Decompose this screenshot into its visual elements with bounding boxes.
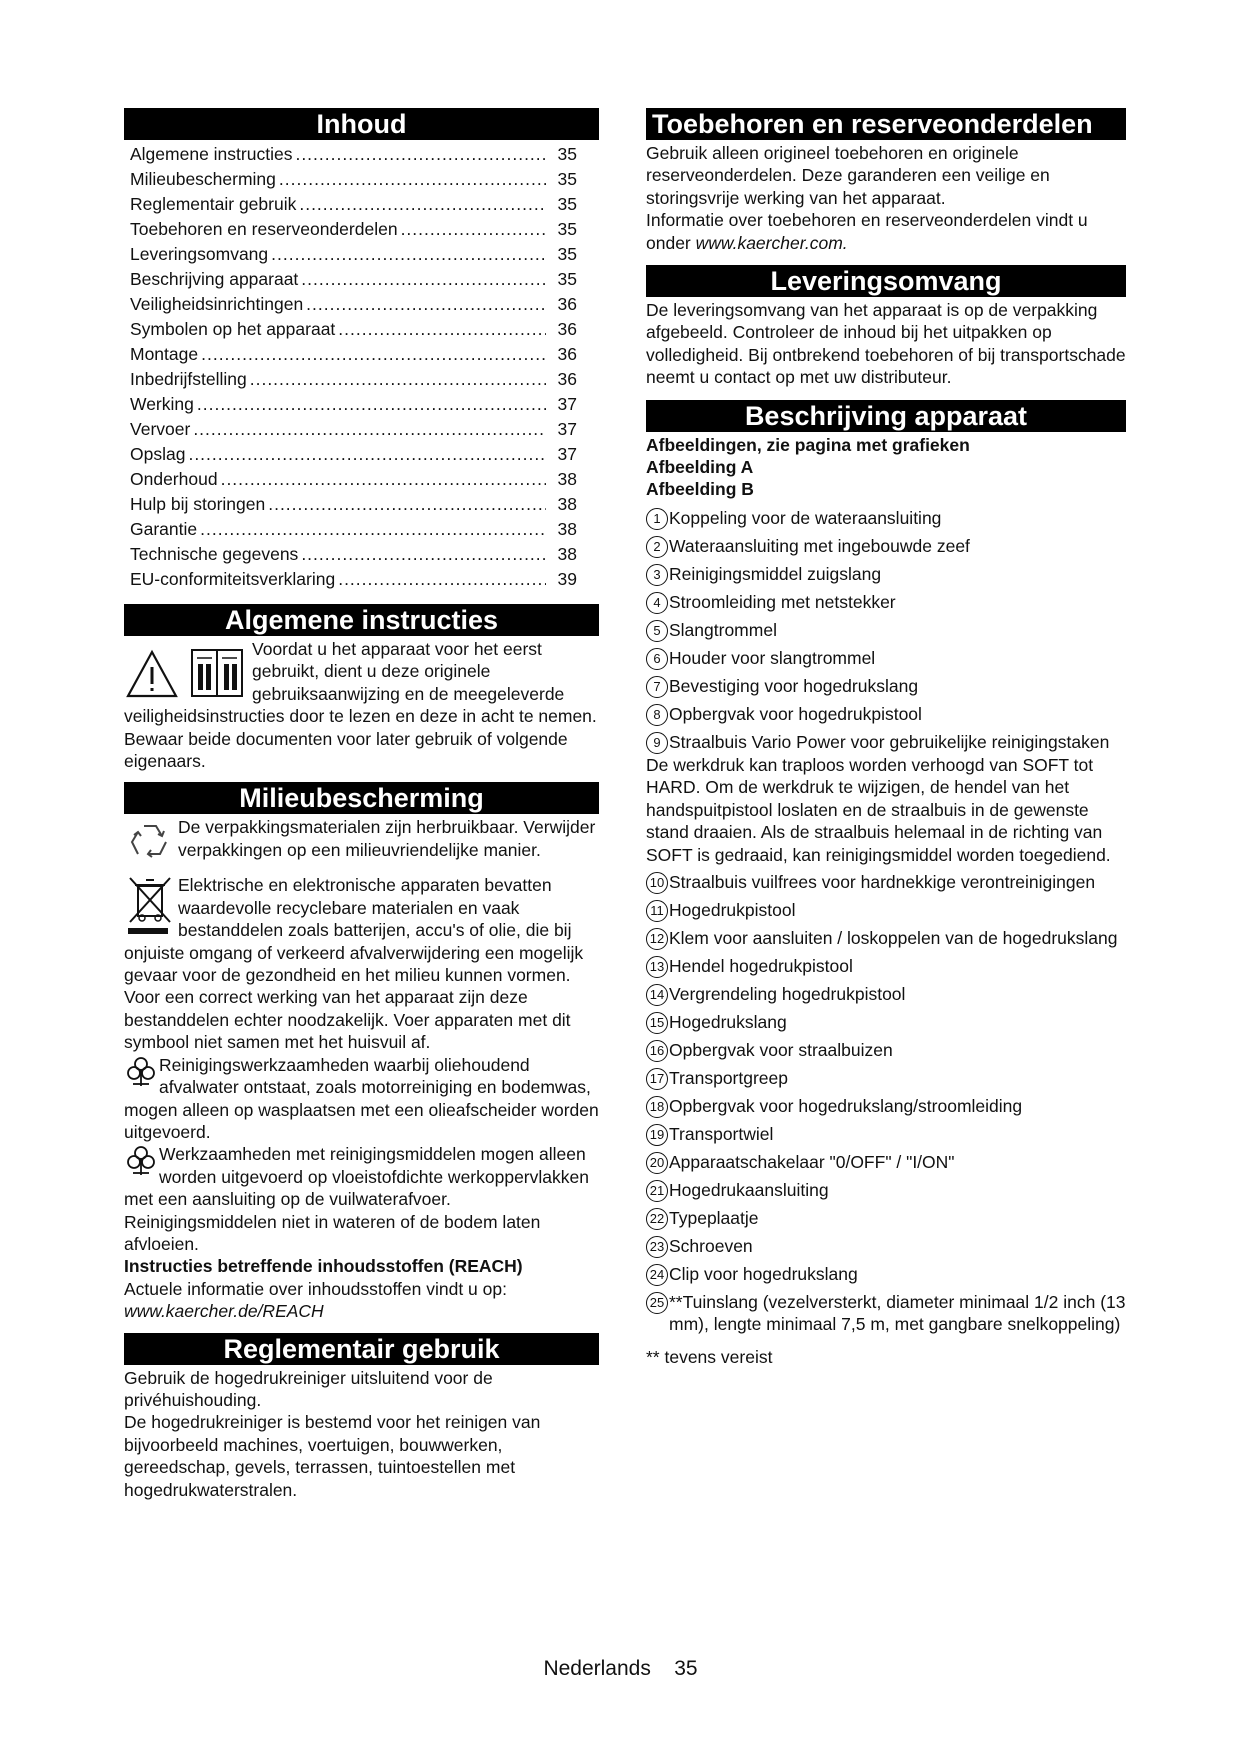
part-number-badge: 3 [646,564,668,586]
toc-entry-title: Beschrijving apparaat [130,269,299,289]
toc-dot-leader [338,567,546,592]
toc-dot-leader [306,292,546,317]
toc-entry-page: 36 [557,344,577,364]
environment-paragraph-1: De verpakkingsmaterialen zijn herbruikbaar. Verwijder verpakkingen op een milieuvriendelijke manier. [178,817,596,860]
toc-entry-page: 37 [557,394,577,414]
part-item [646,955,1126,978]
part-item [646,1207,1126,1230]
toc-entry-page: 36 [557,294,577,314]
part-item [646,1067,1126,1090]
part-item [646,731,1126,866]
part-label: Wateraansluiting met ingebouwde zeef [669,535,970,556]
toc-entry[interactable] [124,192,599,217]
toc-dot-leader [193,417,546,442]
part-item [646,983,1126,1006]
toc-entry-page: 38 [557,469,577,489]
part-item [646,899,1126,922]
crossed-bin-icon [124,874,176,932]
toc-dot-leader [200,517,546,542]
toc-entry-title: Algemene instructies [130,144,293,164]
part-item [646,1095,1126,1118]
part-number-badge: 25 [646,1292,668,1314]
part-label: Klem voor aansluiten / loskoppelen van de hogedrukslang [669,927,1118,948]
toc-entry-page: 37 [557,419,577,439]
toc-entry[interactable] [124,417,599,442]
toc-entry-title: Toebehoren en reserveonderdelen [130,219,398,239]
toc-dot-leader [338,317,546,342]
part-number-badge: 8 [646,704,668,726]
part-label: Schroeven [669,1235,753,1256]
figure-b-label: Afbeelding B [646,479,754,500]
figure-a-label: Afbeelding A [646,457,754,478]
part-item [646,619,1126,642]
part-label: Koppeling voor de wateraansluiting [669,507,942,528]
toc-list [124,142,599,592]
intended-use-paragraph-2: De hogedrukreiniger is bestemd voor het reinigen van bijvoorbeeld machines, voertuigen, bouwwerken, gereedschap, gevels, terrassen, tuintoestellen met hogedrukwaterstralen. [124,1412,541,1500]
part-label: Hogedrukslang [669,1011,787,1032]
part-number-badge: 1 [646,508,668,530]
detergent-icon [124,1143,159,1181]
toc-entry-title: Vervoer [130,419,191,439]
figures-reference: Afbeeldingen, zie pagina met grafieken [646,434,970,455]
toc-entry[interactable] [124,292,599,317]
part-number-badge: 15 [646,1012,668,1034]
toc-dot-leader [295,142,546,167]
page-footer [0,1658,1241,1680]
part-label: **Tuinslang (vezelversterkt, diameter minimaal 1/2 inch (13 mm), lengte minimaal 7,5 m, met gangbare snelkoppeling) [669,1291,1126,1335]
part-number-badge: 23 [646,1236,668,1258]
part-number-badge: 4 [646,592,668,614]
part-number-badge: 20 [646,1152,668,1174]
toc-entry-page: 36 [557,319,577,339]
toc-dot-leader [250,367,546,392]
part-label: Apparaatschakelaar "0/OFF" / "I/ON" [669,1151,955,1172]
part-item [646,591,1126,614]
part-number-badge: 17 [646,1068,668,1090]
environment-paragraph-3: Reinigingswerkzaamheden waarbij oliehoudend afvalwater ontstaat, zoals motorreiniging en bodemwas, mogen alleen op wasplaatsen met een olieafscheider worden uitgevoerd. [124,1054,599,1142]
part-number-badge: 19 [646,1124,668,1146]
toc-entry[interactable] [124,517,599,542]
part-label: Opbergvak voor hogedrukslang/stroomleiding [669,1095,1023,1116]
toc-entry-title: EU-conformiteitsverklaring [130,569,336,589]
toc-entry-page: 35 [557,269,577,289]
toc-dot-leader [221,467,546,492]
part-number-badge: 13 [646,956,668,978]
part-label: Stroomleiding met netstekker [669,591,896,612]
toc-entry-title: Technische gegevens [130,544,299,564]
part-item [646,703,1126,726]
reach-link[interactable]: www.kaercher.de/REACH [124,1301,324,1322]
part-item [646,563,1126,586]
part-item [646,1011,1126,1034]
general-paragraph-2: Bewaar beide documenten voor later gebruik of volgende eigenaars. [124,728,568,772]
general-paragraph-1: Voordat u het apparaat voor het eerst gebruikt, dient u deze originele gebruiksaanwijzing en de meegeleverde veiligheidsinstructies door te lezen en deze in acht te nemen. [124,639,597,727]
part-number-badge: 6 [646,648,668,670]
part-number-badge: 16 [646,1040,668,1062]
toc-entry[interactable] [124,242,599,267]
part-label: Hogedrukpistool [669,899,796,920]
toc-dot-leader [197,392,546,417]
toc-entry-title: Reglementair gebruik [130,194,297,214]
toc-entry[interactable] [124,442,599,467]
toc-entry-page: 38 [557,544,577,564]
part-item [646,1235,1126,1258]
part-item [646,1263,1126,1286]
toc-entry[interactable] [124,142,599,167]
part-number-badge: 14 [646,984,668,1006]
toc-entry-title: Inbedrijfstelling [130,369,247,389]
part-number-badge: 24 [646,1264,668,1286]
toc-entry-page: 38 [557,519,577,539]
delivery-paragraph: De leveringsomvang van het apparaat is op de verpakking afgebeeld. Controleer de inhoud bij het uitpakken op volledigheid. Bij ontbrekend toebehoren of bij transportschade neemt u contact op met uw distributeur. [646,300,1126,388]
general-section [124,638,599,772]
accessories-link[interactable]: www.kaercher.com. [695,232,848,253]
accessories-paragraph-1: Gebruik alleen origineel toebehoren en originele reserveonderdelen. Deze garanderen een veilige en storingsvrije werking van het apparaat. [646,143,1050,208]
accessories-paragraph-2 [646,209,1126,254]
part-item [646,675,1126,698]
toc-entry[interactable] [124,567,599,592]
toc-entry-title: Onderhoud [130,469,218,489]
part-number-badge: 10 [646,872,668,894]
footer-language: Nederlands [543,1657,651,1680]
toc-dot-leader [271,242,546,267]
part-number-badge: 9 [646,732,668,754]
warning-manual-icons [124,638,252,704]
toc-entry-page: 35 [557,169,577,189]
part-number-badge: 5 [646,620,668,642]
part-item [646,1291,1126,1336]
toc-dot-leader [401,217,546,242]
part-label: Reinigingsmiddel zuigslang [669,563,882,584]
environment-heading: Milieubescherming [124,782,599,814]
accessories-heading: Toebehoren en reserveonderdelen [646,108,1126,140]
part-label: Slangtrommel [669,619,777,640]
toc-entry[interactable] [124,167,599,192]
toc-dot-leader [279,167,546,192]
part-number-badge: 12 [646,928,668,950]
part-label: Bevestiging voor hogedrukslang [669,675,919,696]
toc-entry-page: 39 [557,569,577,589]
toc-entry-page: 35 [557,194,577,214]
toc-dot-leader [268,492,546,517]
accessories-text: Informatie over toebehoren en reserveonderdelen vindt u onder [646,210,1088,253]
part-item [646,1123,1126,1146]
part-item [646,647,1126,670]
part-label: Opbergvak voor hogedrukpistool [669,703,922,724]
toc-dot-leader [299,192,546,217]
toc-entry[interactable] [124,392,599,417]
toc-entry[interactable] [124,542,599,567]
toc-entry-page: 35 [557,144,577,164]
toc-dot-leader [201,342,546,367]
toc-entry-title: Symbolen op het apparaat [130,319,336,339]
part-item [646,1179,1126,1202]
right-column [646,108,1126,1368]
general-heading: Algemene instructies [124,604,599,636]
part-item [646,1151,1126,1174]
toc-entry-page: 37 [557,444,577,464]
part-label: Hendel hogedrukpistool [669,955,853,976]
part-label: Straalbuis Vario Power voor gebruikelijke reinigingstaken [669,731,1110,752]
reach-text: Actuele informatie over inhoudsstoffen vindt u op: [124,1278,507,1299]
part-item [646,871,1126,894]
toc-entry-title: Werking [130,394,194,414]
toc-entry-page: 36 [557,369,577,389]
toc-entry-title: Opslag [130,444,186,464]
oil-drop-icon [124,1054,159,1092]
environment-paragraph-4: Werkzaamheden met reinigingsmiddelen mogen alleen worden uitgevoerd op vloeistofdichte werkoppervlakken met een aansluiting op de vuilwaterafvoer. Reinigingsmiddelen niet in wateren of de bodem laten afvloeien. [124,1144,589,1254]
toc-entry-title: Leveringsomvang [130,244,269,264]
toc-entry[interactable] [124,492,599,517]
warning-triangle-icon [124,638,252,704]
toc-entry[interactable] [124,367,599,392]
part-label: Transportwiel [669,1123,774,1144]
part-label: Opbergvak voor straalbuizen [669,1039,893,1060]
toc-entry-title: Veiligheidsinrichtingen [130,294,304,314]
environment-paragraph-2: Elektrische en elektronische apparaten bevatten waardevolle recyclebare materialen en vaak bestanddelen zoals batterijen, accu's of olie, die bij onjuiste omgang of verkeerd afvalverwijdering een mogelijk gevaar voor de gezondheid en het milieu kunnen vormen. Voor een correct werking van het apparaat zijn deze bestanddelen echter noodzakelijk. Voer apparaten met dit symbool niet samen met het huisvuil af. [124,875,584,1053]
part-label: Vergrendeling hogedrukpistool [669,983,906,1004]
footnote: ** tevens vereist [646,1346,773,1367]
part-number-badge: 11 [646,900,668,922]
part-label: Straalbuis vuilfrees voor hardnekkige verontreinigingen [669,871,1096,892]
part-item [646,1039,1126,1062]
page-number: 35 [674,1657,698,1680]
toc-entry-title: Montage [130,344,199,364]
toc-dot-leader [301,542,546,567]
part-number-badge: 2 [646,536,668,558]
toc-entry[interactable] [124,217,599,242]
intended-use-heading: Reglementair gebruik [124,1333,599,1365]
part-label: Hogedrukaansluiting [669,1179,829,1200]
toc-entry-page: 38 [557,494,577,514]
recycling-icon [124,816,176,874]
part-number-badge: 7 [646,676,668,698]
part-item [646,927,1126,950]
description-heading: Beschrijving apparaat [646,400,1126,432]
toc-entry-page: 35 [557,244,577,264]
toc-dot-leader [301,267,546,292]
part-description: De werkdruk kan traploos worden verhoogd van SOFT tot HARD. Om de werkdruk te wijzigen, de hendel van het handspuitpistool loslaten en de straalbuis in de gewenste stand draaien. Als de straalbuis helemaal in de richting van SOFT is gedraaid, kan reinigingsmiddel worden toegediend. [646,754,1111,865]
environment-section [124,816,599,1322]
delivery-heading: Leveringsomvang [646,265,1126,297]
parts-list [646,507,1126,1336]
part-label: Clip voor hogedrukslang [669,1263,858,1284]
toc-entry-title: Garantie [130,519,198,539]
toc-entry[interactable] [124,467,599,492]
toc-heading: Inhoud [124,108,599,140]
intended-use-paragraph-1: Gebruik de hogedrukreiniger uitsluitend voor de privéhuishouding. [124,1367,493,1410]
part-item [646,507,1126,530]
toc-entry[interactable] [124,317,599,342]
part-item [646,535,1126,558]
part-number-badge: 21 [646,1180,668,1202]
left-column [124,108,599,1501]
toc-entry-title: Hulp bij storingen [130,494,266,514]
part-label: Typeplaatje [669,1207,759,1228]
manual-book-icon [192,650,242,696]
part-label: Transportgreep [669,1067,788,1088]
toc-dot-leader [188,442,546,467]
toc-entry-page: 35 [557,219,577,239]
part-number-badge: 18 [646,1096,668,1118]
part-number-badge: 22 [646,1208,668,1230]
toc-entry[interactable] [124,267,599,292]
reach-title: Instructies betreffende inhoudsstoffen (REACH) [124,1256,523,1277]
part-label: Houder voor slangtrommel [669,647,876,668]
toc-entry[interactable] [124,342,599,367]
toc-entry-title: Milieubescherming [130,169,276,189]
